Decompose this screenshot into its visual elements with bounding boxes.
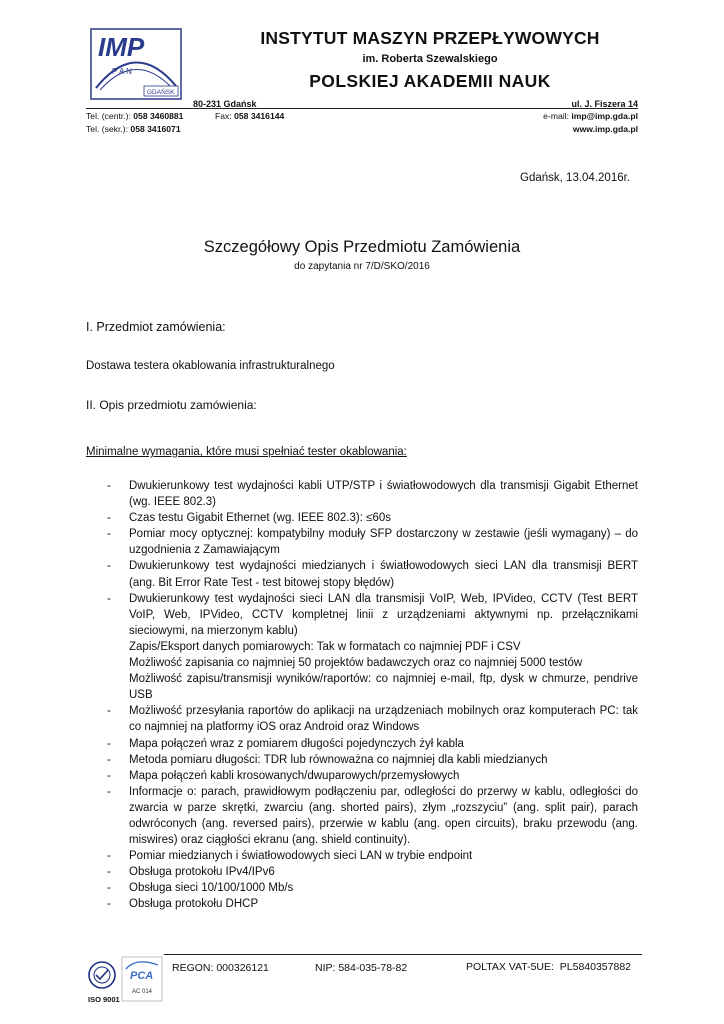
footer-nip: NIP: 584-035-78-82 bbox=[315, 962, 408, 974]
requirements-heading: Minimalne wymagania, które musi spełniać tester okablowania: bbox=[86, 446, 407, 458]
imp-logo bbox=[90, 28, 182, 100]
list-item: - Dwukierunkowy test wydajności kabli UTP/STP i światłowodowych dla transmisji Gigabit Ethernet (wg. IEEE 802.3) bbox=[107, 480, 638, 509]
list-item: Możliwość zapisu/transmisji wyników/raportów: co najmniej e-mail, ftp, dysk w chmurze, pendrive USB bbox=[129, 673, 638, 702]
certification-logos bbox=[86, 955, 164, 1005]
svg-text:ISO 9001: ISO 9001 bbox=[88, 995, 120, 1004]
document-title: Szczegółowy Opis Przedmiotu Zamówienia bbox=[203, 238, 521, 256]
tel-sekr: Tel. (sekr.): 058 3416071 bbox=[86, 124, 181, 134]
address-city: 80-231 Gdańsk bbox=[193, 99, 257, 109]
list-item: Zapis/Eksport danych pomiarowych: Tak w formatach co najmniej PDF i CSV bbox=[129, 640, 521, 653]
logo-text: IMP bbox=[98, 32, 145, 62]
email[interactable]: e-mail: imp@imp.gda.pl bbox=[543, 111, 638, 121]
institute-name-line1: INSTYTUT MASZYN PRZEPŁYWOWYCH bbox=[260, 28, 600, 48]
list-item: - Mapa połączeń kabli krosowanych/dwuparowych/przemysłowych bbox=[107, 769, 460, 782]
website-link[interactable]: www.imp.gda.pl bbox=[572, 124, 638, 134]
requirements-list bbox=[107, 478, 638, 913]
svg-text:P A N: P A N bbox=[112, 67, 132, 76]
section1-text: Dostawa testera okablowania infrastrukturalnego bbox=[86, 360, 335, 372]
footer-divider bbox=[164, 954, 642, 955]
section1-heading: I. Przedmiot zamówienia: bbox=[86, 320, 226, 334]
list-item: - Pomiar miedzianych i światłowodowych sieci LAN w trybie endpoint bbox=[107, 850, 473, 863]
svg-text:PCA: PCA bbox=[130, 970, 154, 982]
list-item: - Pomiar mocy optycznej: kompatybilny moduły SFP dostarczony w zestawie (jeśli wymagany) – do uzgodnienia z Zamawiającym bbox=[107, 528, 638, 557]
footer-regon: REGON: 000326121 bbox=[172, 962, 269, 974]
list-item: - Mapa połączeń wraz z pomiarem długości pojedynczych żył kabla bbox=[107, 737, 464, 750]
svg-text:GDAŃSK: GDAŃSK bbox=[147, 89, 175, 96]
tel-centr: Tel. (centr.): 058 3460881 bbox=[86, 111, 184, 121]
document-subtitle: do zapytania nr 7/D/SKO/2016 bbox=[294, 261, 430, 272]
list-item: - Obsługa sieci 10/100/1000 Mb/s bbox=[107, 882, 294, 895]
list-item: - Informacje o: parach, prawidłowym podłączeniu par, odległości do przerwy w kablu, odległości do zwarcia w parze skrętki, zwarciu (ang. shorted pairs), złym „rozszyciu” (ang. split pair), parach odwróconych (ang. reversed pairs), przerwie w kablu (ang. open circuits), braku przewodu (ang. miswires) oraz ciągłości ekranu (ang. shield continuity). bbox=[107, 785, 638, 847]
iso-icon bbox=[88, 962, 120, 1004]
list-item: - Obsługa protokołu DHCP bbox=[107, 898, 259, 911]
list-item: - Czas testu Gigabit Ethernet (wg. IEEE 802.3): ≤60s bbox=[107, 512, 391, 525]
list-item: Możliwość zapisania co najmniej 50 projektów badawczych oraz co najmniej 5000 testów bbox=[129, 657, 583, 670]
header-divider bbox=[86, 108, 638, 109]
fax: Fax: 058 3416144 bbox=[215, 111, 285, 121]
list-item: - Dwukierunkowy test wydajności sieci LAN dla transmisji VoIP, Web, IPVideo, CCTV (Test BERT VoIP, Web, IPVideo, CCTV kompletnej linii z urządzeniami aktywnymi np. przełącznikami sieciowymi, na mierzonym kablu) bbox=[107, 592, 638, 637]
list-item: - Dwukierunkowy test wydajności miedzianych i światłowodowych sieci LAN dla transmisji BERT (ang. Bit Error Rate Test - test bitowej stopy błędów) bbox=[107, 560, 638, 589]
document-date: Gdańsk, 13.04.2016r. bbox=[520, 172, 630, 184]
section2-heading: II. Opis przedmiotu zamówienia: bbox=[86, 398, 257, 412]
pca-icon bbox=[122, 957, 162, 1001]
list-item: - Obsługa protokołu IPv4/IPv6 bbox=[107, 866, 275, 879]
svg-text:AC 014: AC 014 bbox=[132, 989, 153, 995]
list-item: - Metoda pomiaru długości: TDR lub równoważna co najmniej dla kabli miedzianych bbox=[107, 753, 548, 766]
address-street: ul. J. Fiszera 14 bbox=[571, 99, 638, 109]
institute-name-line3: POLSKIEJ AKADEMII NAUK bbox=[309, 71, 551, 91]
footer-vat: POLTAX VAT-5UE: PL5840357882 bbox=[466, 961, 632, 973]
institute-patron: im. Roberta Szewalskiego bbox=[362, 53, 498, 65]
list-item: - Możliwość przesyłania raportów do aplikacji na urządzeniach mobilnych oraz komputerach PC: tak co najmniej na platformy iOS oraz Android oraz Windows bbox=[107, 705, 638, 734]
